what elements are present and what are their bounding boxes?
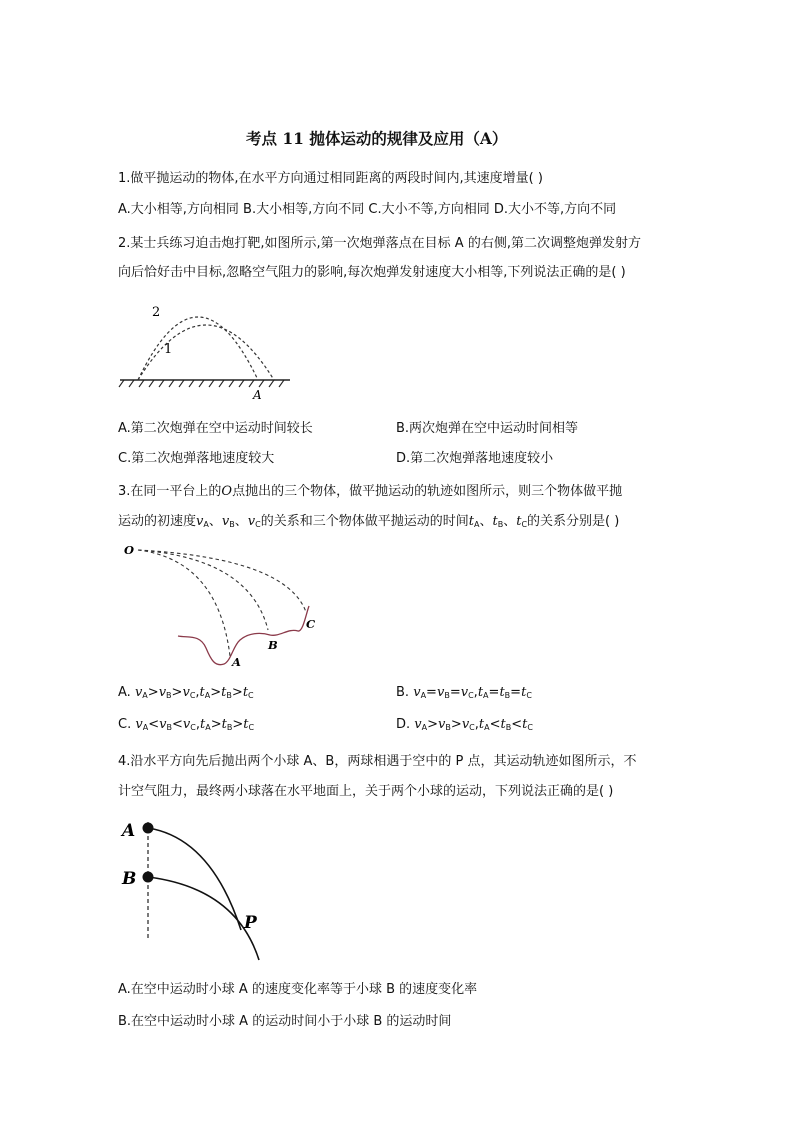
point-o-label: O (124, 543, 135, 557)
q2-option-c: C.第二次炮弹落地速度较大 (118, 451, 275, 466)
q3-trajectory-figure (118, 536, 328, 672)
point-a-label: A (232, 655, 241, 669)
point-b-label: B (268, 638, 278, 652)
ball-a-label: A (122, 821, 136, 841)
page-title: 考点 11 抛体运动的规律及应用（A） (246, 129, 508, 148)
target-a-label: A (253, 388, 262, 402)
q3-option-d: D. $v_A>v_B>v_C,t_A<t_B<t_C$ (396, 717, 533, 732)
q2-option-b: B.两次炮弹在空中运动时间相等 (396, 421, 579, 436)
q4-option-b: B.在空中运动时小球 A 的运动时间小于小球 B 的运动时间 (118, 1014, 452, 1029)
q2-stem-line1: 2.某士兵练习迫击炮打靶,如图所示,第一次炮弹落点在目标 A 的右侧,第二次调整炮弹发射方 (118, 236, 641, 251)
q3-option-a: A. $v_A>v_B>v_C,t_A>t_B>t_C$ (118, 685, 254, 700)
point-p-label: P (244, 913, 257, 933)
terrain-curve (178, 606, 309, 665)
q3-stem-line2: 运动的初速度$v_A$、$v_B$、$v_C$的关系和三个物体做平抛运动的时间$t_A$、$t_B$、$t_C$的关系分别是( ) (118, 514, 620, 529)
point-c-label: C (306, 617, 316, 631)
q4-stem-line1: 4.沿水平方向先后抛出两个小球 A、B，两球相遇于空中的 P 点，其运动轨迹如图所示，不 (118, 754, 637, 769)
trajectory-2-label: 2 (152, 305, 161, 320)
q2-mortar-figure (118, 286, 298, 402)
ball-a (143, 823, 154, 834)
q3-stem-line1: 3.在同一平台上的O点抛出的三个物体，做平抛运动的轨迹如图所示，则三个物体做平抛 (118, 484, 623, 499)
q2-stem-line2: 向后恰好击中目标,忽略空气阻力的影响,每次炮弹发射速度大小相等,下列说法正确的是( ) (118, 265, 626, 280)
q1-options: A.大小相等,方向相同 B.大小相等,方向不同 C.大小不等,方向相同 D.大小不等,方向不同 (118, 202, 617, 217)
q1-stem: 1.做平抛运动的物体,在水平方向通过相同距离的两段时间内,其速度增量( ) (118, 171, 543, 186)
q2-option-d: D.第二次炮弹落地速度较小 (396, 451, 554, 466)
ball-b-label: B (122, 869, 137, 889)
ground-hatching (119, 380, 284, 387)
ball-b (143, 872, 154, 883)
q4-trajectory-figure (116, 808, 276, 968)
q3-option-c: C. $v_A<v_B<v_C,t_A>t_B>t_C$ (118, 717, 255, 732)
trajectory-1-label: 1 (164, 342, 173, 357)
q3-option-b: B. $v_A=v_B=v_C,t_A=t_B=t_C$ (396, 685, 532, 700)
trajectory-c (138, 550, 306, 612)
q4-stem-line2: 计空气阻力，最终两小球落在水平地面上，关于两个小球的运动，下列说法正确的是( ) (118, 784, 614, 799)
trajectory-2 (138, 317, 258, 380)
q2-option-a: A.第二次炮弹在空中运动时间较长 (118, 421, 313, 436)
trajectory-a (138, 550, 230, 656)
trajectory-b (148, 877, 259, 960)
q4-option-a: A.在空中运动时小球 A 的速度变化率等于小球 B 的速度变化率 (118, 982, 478, 997)
trajectory-b (138, 550, 268, 630)
